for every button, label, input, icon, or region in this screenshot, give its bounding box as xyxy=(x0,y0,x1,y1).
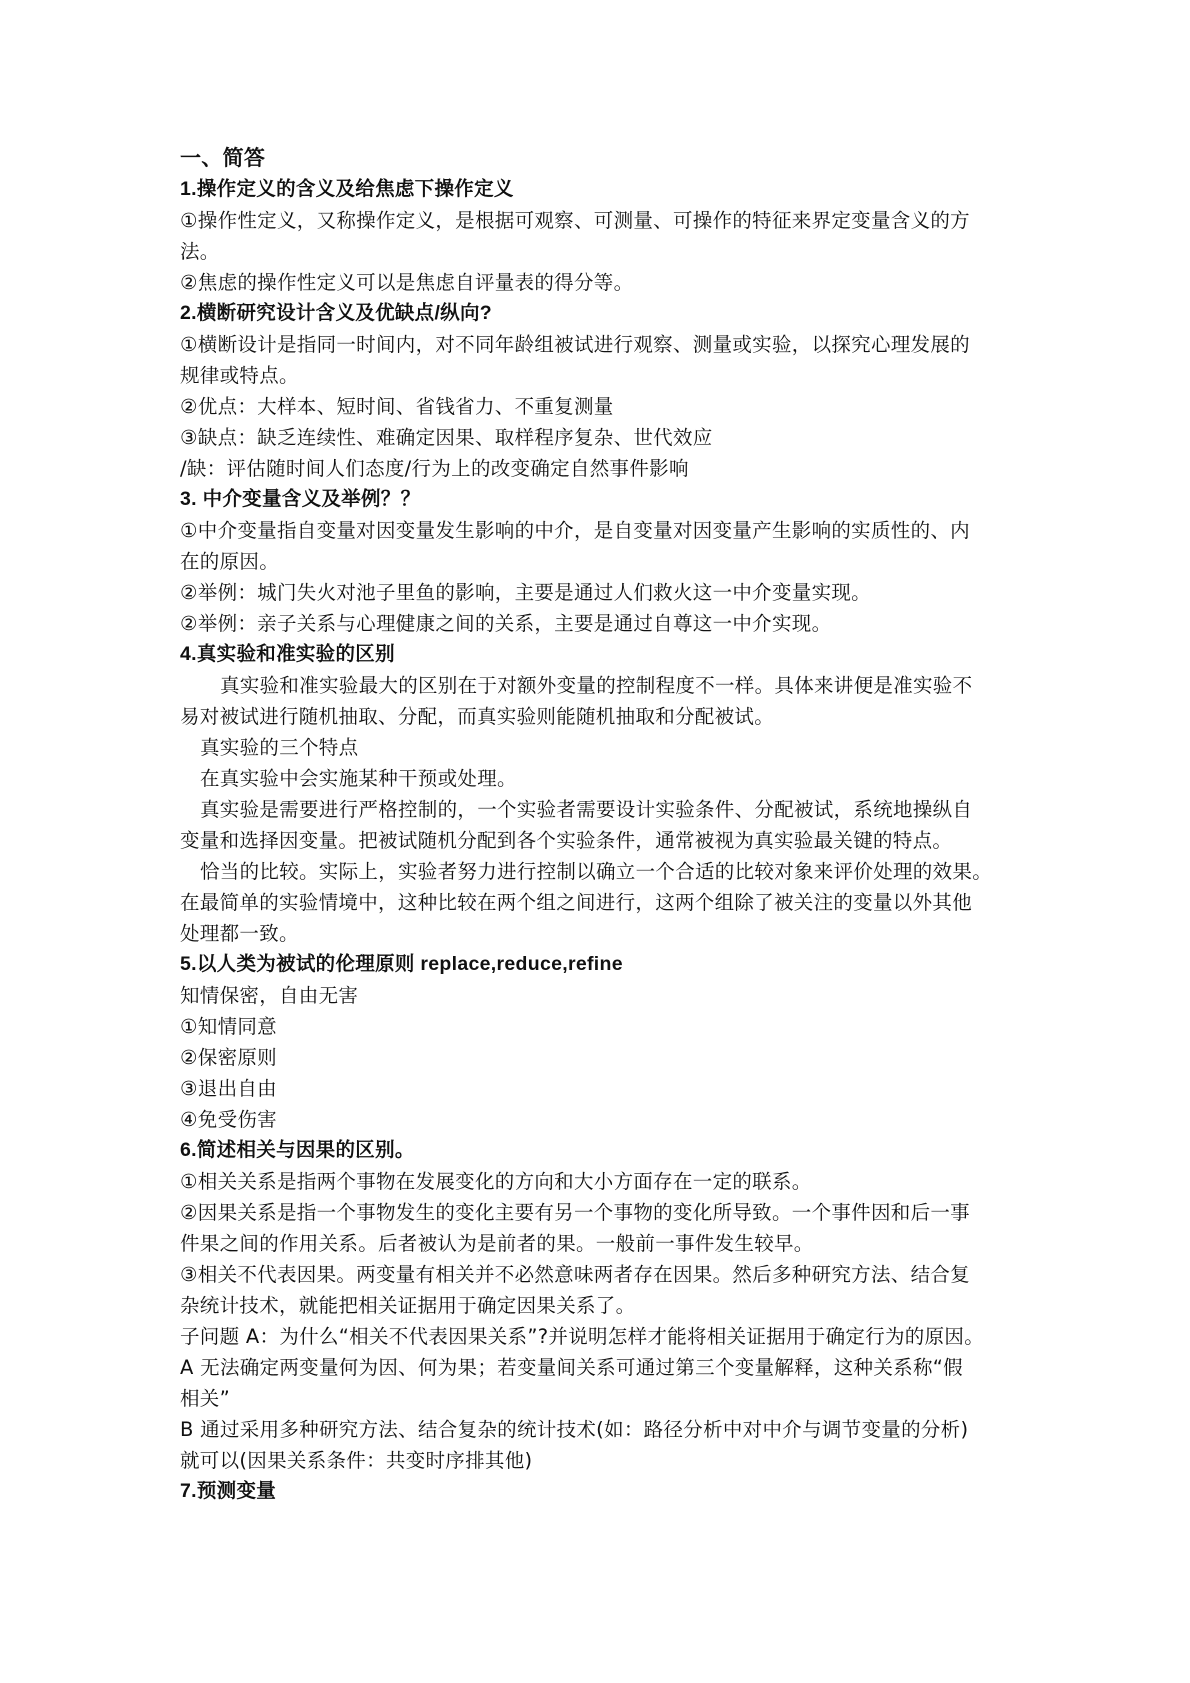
text-line: A 无法确定两变量何为因、何为果；若变量间关系可通过第三个变量解释，这种关系称“假 xyxy=(180,1356,963,1379)
paragraph xyxy=(180,980,1020,1011)
text-line: 真实验的三个特点 xyxy=(200,736,359,759)
document-title: 一、简答 xyxy=(180,147,266,170)
section-heading: 2.横断研究设计含义及优缺点/纵向? xyxy=(180,302,492,324)
paragraph xyxy=(180,1166,1020,1197)
text-line: 恰当的比较。实际上，实验者努力进行控制以确立一个合适的比较对象来评价处理的效果。 xyxy=(200,860,993,883)
section xyxy=(180,949,1020,1135)
paragraph xyxy=(180,422,1020,453)
paragraph xyxy=(180,329,1020,391)
text-line: ②焦虑的操作性定义可以是焦虑自评量表的得分等。 xyxy=(180,271,634,294)
text-line: 处理都一致。 xyxy=(180,922,299,945)
section xyxy=(180,298,1020,484)
section xyxy=(180,484,1020,639)
text-line: /缺：评估随时间人们态度/行为上的改变确定自然事件影响 xyxy=(180,457,689,480)
text-line: ①横断设计是指同一时间内，对不同年龄组被试进行观察、测量或实验，以探究心理发展的 xyxy=(180,333,970,356)
paragraph xyxy=(180,1104,1020,1135)
paragraph xyxy=(180,1042,1020,1073)
text-line: ②因果关系是指一个事物发生的变化主要有另一个事物的变化所导致。一个事件因和后一事 xyxy=(180,1201,970,1224)
paragraph xyxy=(180,1073,1020,1104)
paragraph xyxy=(180,1197,1020,1259)
text-line: 在真实验中会实施某种干预或处理。 xyxy=(200,767,517,790)
section-heading: 5.以人类为被试的伦理原则 replace,reduce,refine xyxy=(180,953,623,975)
paragraph xyxy=(180,1414,1020,1476)
paragraph xyxy=(180,515,1020,577)
text-line: ③缺点：缺乏连续性、难确定因果、取样程序复杂、世代效应 xyxy=(180,426,713,449)
sections-container xyxy=(180,174,1020,1507)
text-line: 规律或特点。 xyxy=(180,364,299,387)
text-line: 子问题 A：为什么“相关不代表因果关系”?并说明怎样才能将相关证据用于确定行为的原因。 xyxy=(180,1325,984,1348)
section-heading: 3. 中介变量含义及举例？？ xyxy=(180,488,421,510)
text-line: 变量和选择因变量。把被试随机分配到各个实验条件，通常被视为真实验最关键的特点。 xyxy=(180,829,953,852)
text-line: 在的原因。 xyxy=(180,550,280,573)
text-line: ①操作性定义，又称操作定义，是根据可观察、可测量、可操作的特征来界定变量含义的方 xyxy=(180,209,970,232)
section-heading: 7.预测变量 xyxy=(180,1480,277,1502)
paragraph xyxy=(180,794,1020,856)
text-line: 法。 xyxy=(180,240,220,263)
section-heading: 4.真实验和准实验的区别 xyxy=(180,643,395,665)
section xyxy=(180,639,1020,949)
section-heading: 6.简述相关与因果的区别。 xyxy=(180,1139,415,1161)
text-line: 在最简单的实验情境中，这种比较在两个组之间进行，这两个组除了被关注的变量以外其他 xyxy=(180,891,973,914)
paragraph xyxy=(180,1352,1020,1414)
paragraph xyxy=(180,732,1020,763)
text-line: ①相关关系是指两个事物在发展变化的方向和大小方面存在一定的联系。 xyxy=(180,1170,812,1193)
paragraph xyxy=(180,1321,1020,1352)
paragraph xyxy=(180,453,1020,484)
text-line: 易对被试进行随机抽取、分配，而真实验则能随机抽取和分配被试。 xyxy=(180,705,775,728)
paragraph xyxy=(180,1011,1020,1042)
text-line: ③相关不代表因果。两变量有相关并不必然意味两者存在因果。然后多种研究方法、结合复 xyxy=(180,1263,970,1286)
text-line: 件果之间的作用关系。后者被认为是前者的果。一般前一事件发生较早。 xyxy=(180,1232,814,1255)
text-line: ②举例：城门失火对池子里鱼的影响，主要是通过人们救火这一中介变量实现。 xyxy=(180,581,871,604)
paragraph xyxy=(180,267,1020,298)
text-line: ②保密原则 xyxy=(180,1046,277,1069)
text-line: ①中介变量指自变量对因变量发生影响的中介，是自变量对因变量产生影响的实质性的、内 xyxy=(180,519,970,542)
text-line: 杂统计技术，就能把相关证据用于确定因果关系了。 xyxy=(180,1294,636,1317)
text-line: B 通过采用多种研究方法、结合复杂的统计技术(如：路径分析中对中介与调节变量的分析) xyxy=(180,1418,969,1441)
text-line: 就可以(因果关系条件：共变时序排其他) xyxy=(180,1449,533,1472)
text-line: ③退出自由 xyxy=(180,1077,277,1100)
text-line: ④免受伤害 xyxy=(180,1108,277,1131)
paragraph xyxy=(180,577,1020,608)
text-line: 相关” xyxy=(180,1387,231,1410)
paragraph xyxy=(180,391,1020,422)
section xyxy=(180,1135,1020,1476)
paragraph xyxy=(180,1259,1020,1321)
paragraph xyxy=(180,856,1020,949)
section-heading: 1.操作定义的含义及给焦虑下操作定义 xyxy=(180,178,514,200)
document-page xyxy=(180,143,1020,1507)
text-line: ①知情同意 xyxy=(180,1015,277,1038)
paragraph xyxy=(180,670,1020,732)
section xyxy=(180,174,1020,298)
text-line: ②举例：亲子关系与心理健康之间的关系，主要是通过自尊这一中介实现。 xyxy=(180,612,832,635)
text-line: 真实验是需要进行严格控制的，一个实验者需要设计实验条件、分配被试，系统地操纵自 xyxy=(200,798,973,821)
text-line: 知情保密，自由无害 xyxy=(180,984,359,1007)
text-line: ②优点：大样本、短时间、省钱省力、不重复测量 xyxy=(180,395,614,418)
section xyxy=(180,1476,1020,1507)
text-line: 真实验和准实验最大的区别在于对额外变量的控制程度不一样。具体来讲便是准实验不 xyxy=(220,674,973,697)
paragraph xyxy=(180,608,1020,639)
paragraph xyxy=(180,763,1020,794)
paragraph xyxy=(180,205,1020,267)
